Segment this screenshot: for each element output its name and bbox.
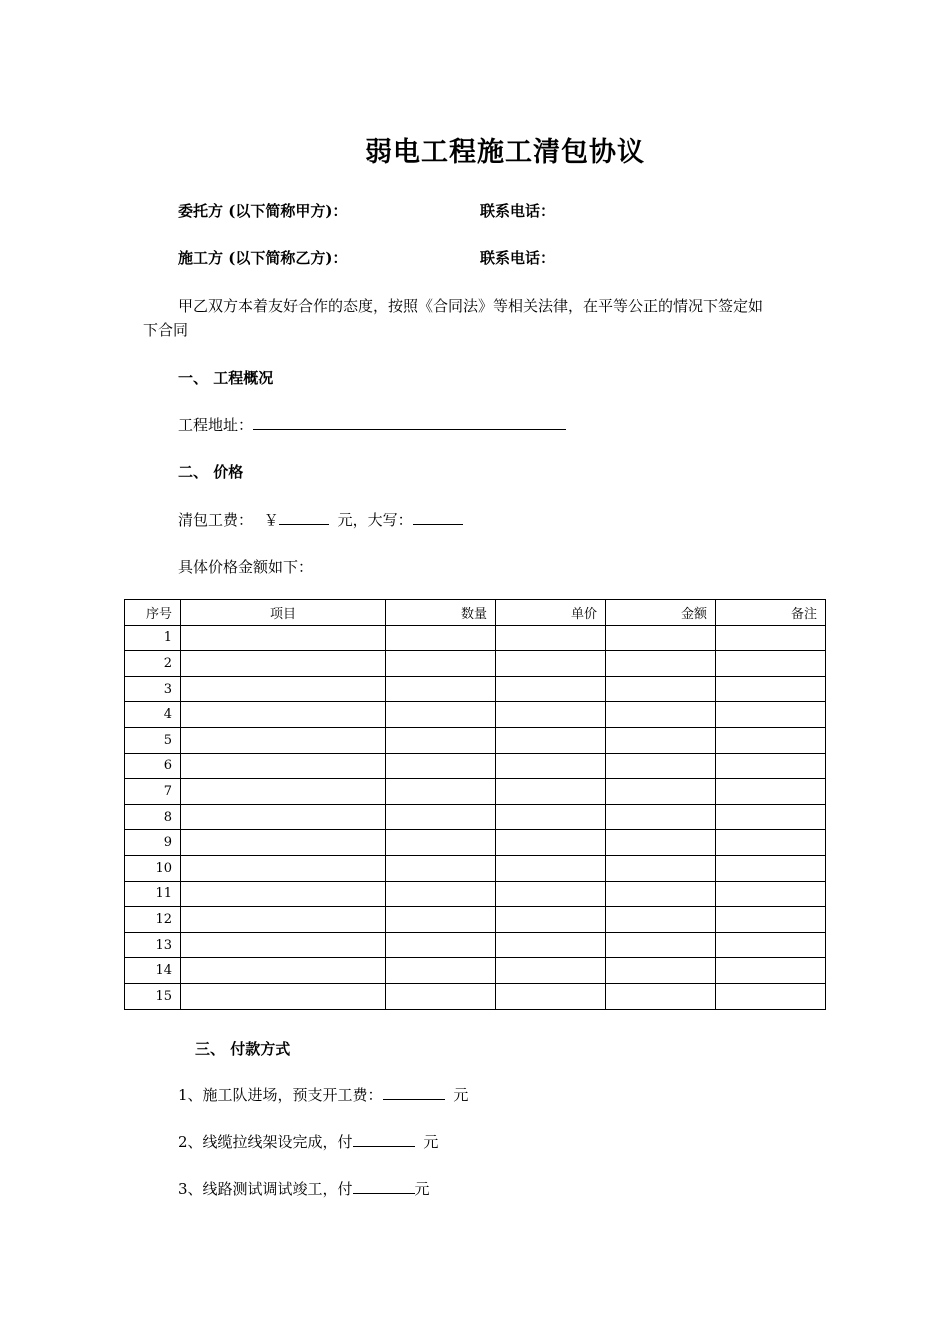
row-seq: 15 bbox=[125, 983, 181, 1009]
row-remarks-cell[interactable] bbox=[716, 855, 826, 881]
row-quantity-cell[interactable] bbox=[386, 702, 496, 728]
row-amount-cell[interactable] bbox=[606, 625, 716, 651]
section-1-heading: 一、 工程概况 bbox=[178, 369, 274, 387]
row-unit-price-cell[interactable] bbox=[496, 753, 606, 779]
row-item-cell[interactable] bbox=[181, 932, 386, 958]
row-seq: 11 bbox=[125, 881, 181, 907]
row-amount-cell[interactable] bbox=[606, 804, 716, 830]
row-item-cell[interactable] bbox=[181, 804, 386, 830]
row-seq: 6 bbox=[125, 753, 181, 779]
row-amount-cell[interactable] bbox=[606, 907, 716, 933]
row-quantity-cell[interactable] bbox=[386, 727, 496, 753]
table-row bbox=[125, 651, 826, 677]
payment-3-unit: 元 bbox=[414, 1180, 430, 1198]
table-row bbox=[125, 702, 826, 728]
row-quantity-cell[interactable] bbox=[386, 932, 496, 958]
row-quantity-cell[interactable] bbox=[386, 804, 496, 830]
table-row bbox=[125, 881, 826, 907]
row-unit-price-cell[interactable] bbox=[496, 881, 606, 907]
header-item: 项目 bbox=[181, 600, 386, 626]
fee-amount-blank[interactable] bbox=[279, 510, 329, 525]
row-unit-price-cell[interactable] bbox=[496, 855, 606, 881]
row-unit-price-cell[interactable] bbox=[496, 983, 606, 1009]
price-detail-label: 具体价格金额如下： bbox=[178, 558, 314, 576]
fee-label: 清包工费： bbox=[178, 511, 254, 529]
header-amount: 金额 bbox=[606, 600, 716, 626]
row-amount-cell[interactable] bbox=[606, 702, 716, 728]
row-item-cell[interactable] bbox=[181, 958, 386, 984]
payment-2-label: 2、线缆拉线架设完成，付 bbox=[178, 1133, 353, 1151]
payment-1-label: 1、施工队进场，预支开工费： bbox=[178, 1086, 383, 1104]
row-amount-cell[interactable] bbox=[606, 881, 716, 907]
address-row bbox=[178, 414, 566, 435]
payment-3-label: 3、线路测试调试竣工，付 bbox=[178, 1180, 353, 1198]
row-remarks-cell[interactable] bbox=[716, 727, 826, 753]
price-table bbox=[124, 599, 826, 1010]
row-quantity-cell[interactable] bbox=[386, 907, 496, 933]
row-item-cell[interactable] bbox=[181, 830, 386, 856]
row-unit-price-cell[interactable] bbox=[496, 702, 606, 728]
row-remarks-cell[interactable] bbox=[716, 958, 826, 984]
table-row bbox=[125, 727, 826, 753]
row-quantity-cell[interactable] bbox=[386, 881, 496, 907]
row-amount-cell[interactable] bbox=[606, 753, 716, 779]
row-item-cell[interactable] bbox=[181, 881, 386, 907]
party-a-phone-label: 联系电话： bbox=[480, 202, 556, 220]
row-amount-cell[interactable] bbox=[606, 855, 716, 881]
payment-1-unit: 元 bbox=[453, 1086, 469, 1104]
section-2-heading: 二、 价格 bbox=[178, 463, 244, 481]
row-item-cell[interactable] bbox=[181, 753, 386, 779]
row-amount-cell[interactable] bbox=[606, 958, 716, 984]
row-item-cell[interactable] bbox=[181, 779, 386, 805]
party-b-phone-label: 联系电话： bbox=[480, 249, 556, 267]
table-row bbox=[125, 753, 826, 779]
row-seq: 13 bbox=[125, 932, 181, 958]
row-seq: 4 bbox=[125, 702, 181, 728]
header-remarks: 备注 bbox=[716, 600, 826, 626]
table-body bbox=[125, 625, 826, 1009]
header-unit-price: 单价 bbox=[496, 600, 606, 626]
row-remarks-cell[interactable] bbox=[716, 907, 826, 933]
party-a-label: 委托方 (以下简称甲方)： bbox=[178, 202, 348, 220]
row-amount-cell[interactable] bbox=[606, 983, 716, 1009]
payment-2-blank[interactable] bbox=[353, 1132, 415, 1147]
row-item-cell[interactable] bbox=[181, 855, 386, 881]
payment-2-unit: 元 bbox=[423, 1133, 439, 1151]
row-amount-cell[interactable] bbox=[606, 932, 716, 958]
header-seq: 序号 bbox=[125, 600, 181, 626]
row-unit-price-cell[interactable] bbox=[496, 676, 606, 702]
table-row bbox=[125, 779, 826, 805]
row-seq: 12 bbox=[125, 907, 181, 933]
row-remarks-cell[interactable] bbox=[716, 779, 826, 805]
row-item-cell[interactable] bbox=[181, 676, 386, 702]
row-remarks-cell[interactable] bbox=[716, 625, 826, 651]
payment-3-blank[interactable] bbox=[353, 1179, 415, 1194]
row-item-cell[interactable] bbox=[181, 625, 386, 651]
fee-daxie-blank[interactable] bbox=[413, 510, 463, 525]
row-remarks-cell[interactable] bbox=[716, 983, 826, 1009]
table-row bbox=[125, 625, 826, 651]
row-seq: 14 bbox=[125, 958, 181, 984]
row-quantity-cell[interactable] bbox=[386, 830, 496, 856]
payment-1-blank[interactable] bbox=[383, 1085, 445, 1100]
table-row bbox=[125, 676, 826, 702]
payment-item-2 bbox=[178, 1131, 438, 1152]
intro-line-2: 下合同 bbox=[143, 321, 189, 339]
row-item-cell[interactable] bbox=[181, 983, 386, 1009]
row-quantity-cell[interactable] bbox=[386, 855, 496, 881]
row-seq: 3 bbox=[125, 676, 181, 702]
row-quantity-cell[interactable] bbox=[386, 779, 496, 805]
payment-item-3 bbox=[178, 1178, 430, 1199]
document-title: 弱电工程施工清包协议 bbox=[365, 137, 645, 168]
row-item-cell[interactable] bbox=[181, 727, 386, 753]
row-amount-cell[interactable] bbox=[606, 830, 716, 856]
row-seq: 5 bbox=[125, 727, 181, 753]
table-row bbox=[125, 855, 826, 881]
row-item-cell[interactable] bbox=[181, 907, 386, 933]
row-amount-cell[interactable] bbox=[606, 779, 716, 805]
row-seq: 8 bbox=[125, 804, 181, 830]
row-amount-cell[interactable] bbox=[606, 676, 716, 702]
row-remarks-cell[interactable] bbox=[716, 804, 826, 830]
yuan-daxie-label: 元，大写： bbox=[337, 511, 413, 529]
row-unit-price-cell[interactable] bbox=[496, 727, 606, 753]
row-unit-price-cell[interactable] bbox=[496, 625, 606, 651]
table-row bbox=[125, 830, 826, 856]
row-remarks-cell[interactable] bbox=[716, 932, 826, 958]
payment-item-1 bbox=[178, 1084, 468, 1105]
row-quantity-cell[interactable] bbox=[386, 983, 496, 1009]
row-quantity-cell[interactable] bbox=[386, 651, 496, 677]
intro-line-1: 甲乙双方本着友好合作的态度，按照《合同法》等相关法律，在平等公正的情况下签定如 bbox=[178, 297, 764, 315]
table-row bbox=[125, 958, 826, 984]
row-unit-price-cell[interactable] bbox=[496, 958, 606, 984]
row-quantity-cell[interactable] bbox=[386, 753, 496, 779]
row-seq: 10 bbox=[125, 855, 181, 881]
row-unit-price-cell[interactable] bbox=[496, 651, 606, 677]
table-header-row bbox=[125, 600, 826, 626]
row-remarks-cell[interactable] bbox=[716, 881, 826, 907]
row-quantity-cell[interactable] bbox=[386, 958, 496, 984]
row-seq: 9 bbox=[125, 830, 181, 856]
row-seq: 2 bbox=[125, 651, 181, 677]
row-remarks-cell[interactable] bbox=[716, 702, 826, 728]
row-unit-price-cell[interactable] bbox=[496, 907, 606, 933]
row-item-cell[interactable] bbox=[181, 702, 386, 728]
section-3-heading: 三、 付款方式 bbox=[195, 1040, 291, 1058]
row-quantity-cell[interactable] bbox=[386, 676, 496, 702]
row-unit-price-cell[interactable] bbox=[496, 804, 606, 830]
row-unit-price-cell[interactable] bbox=[496, 932, 606, 958]
row-unit-price-cell[interactable] bbox=[496, 830, 606, 856]
party-b-label: 施工方 (以下简称乙方)： bbox=[178, 249, 348, 267]
table-row bbox=[125, 804, 826, 830]
table-row bbox=[125, 907, 826, 933]
row-amount-cell[interactable] bbox=[606, 727, 716, 753]
fee-row bbox=[178, 509, 463, 530]
row-seq: 1 bbox=[125, 625, 181, 651]
table-row bbox=[125, 983, 826, 1009]
row-item-cell[interactable] bbox=[181, 651, 386, 677]
address-label: 工程地址： bbox=[178, 416, 254, 434]
header-quantity: 数量 bbox=[386, 600, 496, 626]
currency-symbol: ￥ bbox=[263, 511, 279, 529]
table-row bbox=[125, 932, 826, 958]
row-amount-cell[interactable] bbox=[606, 651, 716, 677]
row-remarks-cell[interactable] bbox=[716, 651, 826, 677]
row-quantity-cell[interactable] bbox=[386, 625, 496, 651]
row-remarks-cell[interactable] bbox=[716, 753, 826, 779]
row-seq: 7 bbox=[125, 779, 181, 805]
row-unit-price-cell[interactable] bbox=[496, 779, 606, 805]
address-blank[interactable] bbox=[253, 415, 566, 430]
row-remarks-cell[interactable] bbox=[716, 830, 826, 856]
row-remarks-cell[interactable] bbox=[716, 676, 826, 702]
